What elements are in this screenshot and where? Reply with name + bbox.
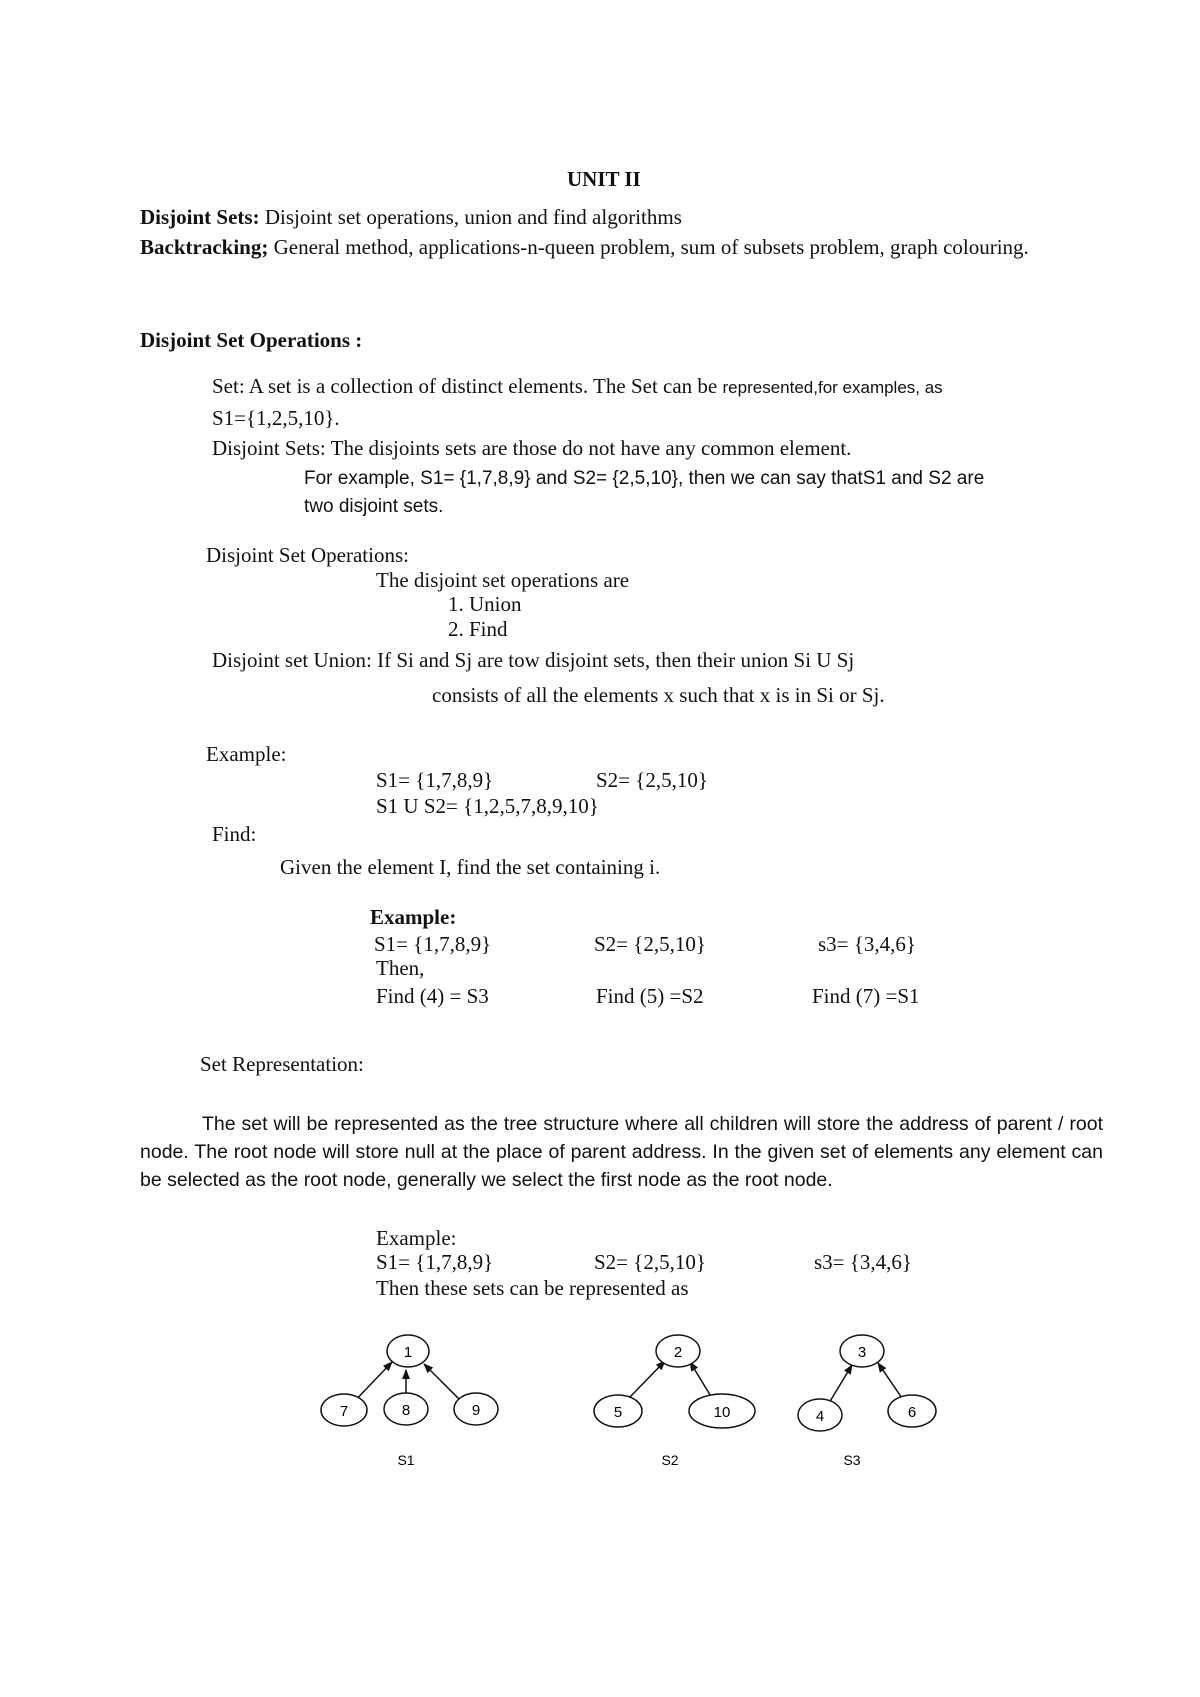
tree-s2-edge-10 [690,1362,712,1398]
unit-title: UNIT II [567,167,641,191]
tree-s2-child-label-1: 5 [613,1404,623,1421]
syllabus-disjoint-text: Disjoint set operations, union and find algorithms [264,205,682,229]
union-example-result: S1 U S2= {1,2,5,7,8,9,10} [376,794,599,818]
representation-example-s2: S2= {2,5,10} [594,1250,706,1274]
find-description: Given the element I, find the set containing i. [280,855,661,879]
find-example-label: Example: [370,905,457,929]
representation-example-s3: s3= {3,4,6} [814,1250,912,1274]
find-result-3: Find (7) =S1 [812,984,920,1008]
syllabus-disjoint-label: Disjoint Sets: [140,205,260,229]
disjoint-definition: Disjoint Sets: The disjoints sets are those do not have any common element. [212,436,852,460]
tree-s2-root-label: 2 [673,1344,683,1361]
set-definition-line1 [212,374,943,400]
tree-s1-child-label-3: 9 [471,1402,481,1419]
tree-s3-child-label-1: 4 [815,1408,825,1425]
set-definition-text-a: Set: A set is a collection of distinct elements. The Set can be [212,374,718,398]
tree-s2-child-label-2: 10 [713,1404,731,1421]
operations-heading: Disjoint Set Operations: [206,543,409,567]
operations-intro: The disjoint set operations are [376,568,630,592]
find-example-then: Then, [376,956,425,980]
union-definition-line2: consists of all the elements x such that x is in Si or Sj. [432,683,885,707]
union-example-s1: S1= {1,7,8,9} [376,768,494,792]
representation-example-label: Example: [376,1226,457,1250]
find-result-1: Find (4) = S3 [376,984,489,1008]
disjoint-example-line2: two disjoint sets. [304,496,444,517]
representation-paragraph: The set will be represented as the tree structure where all children will store the address of parent / root node. The root node will store null at the place of parent address. In the given set of elements any element can be selected as the root node, generally we select the first node as the root node. [140,1113,1103,1191]
syllabus-backtracking-text: General method, applications-n-queen problem, sum of subsets problem, graph colouring. [273,235,1029,259]
syllabus-disjoint-line [140,205,682,229]
tree-s3-child-label-2: 6 [907,1404,917,1421]
tree-s1 [321,1335,498,1468]
representation-heading: Set Representation: [200,1052,364,1076]
tree-s1-child-label-2: 8 [401,1402,411,1419]
tree-s2-edge-5 [628,1361,665,1399]
tree-s1-caption: S1 [397,1452,415,1468]
tree-s3 [798,1335,936,1468]
tree-s1-child-label-1: 7 [339,1403,349,1420]
find-example-s3: s3= {3,4,6} [818,932,916,956]
set-definition-line2: S1={1,2,5,10}. [212,406,340,430]
syllabus-backtracking-label: Backtracking; [140,235,269,259]
tree-s2-caption: S2 [661,1452,679,1468]
find-example-s2: S2= {2,5,10} [594,932,706,956]
union-definition-line1: Disjoint set Union: If Si and Sj are tow disjoint sets, then their union Si U Sj [212,648,855,672]
union-example-s2: S2= {2,5,10} [596,768,708,792]
set-trees-diagram [0,1310,1200,1470]
operations-item-union: 1. Union [448,592,522,616]
tree-s3-edge-4 [829,1365,852,1403]
tree-s1-root-label: 1 [403,1344,413,1361]
tree-s3-caption: S3 [843,1452,861,1468]
tree-s3-root-label: 3 [857,1344,867,1361]
syllabus-backtracking-paragraph [140,234,1103,261]
representation-example-s1: S1= {1,7,8,9} [376,1250,494,1274]
tree-s3-edge-6 [878,1363,902,1398]
find-result-2: Find (5) =S2 [596,984,704,1008]
section-title: Disjoint Set Operations : [140,328,363,352]
find-example-s1: S1= {1,7,8,9} [374,932,492,956]
set-definition-text-b: represented,for examples, as [722,378,943,397]
find-label: Find: [212,822,257,846]
representation-then-text: Then these sets can be represented as [376,1276,689,1300]
disjoint-example-line1: For example, S1= {1,7,8,9} and S2= {2,5,10}, then we can say thatS1 and S2 are [304,468,985,489]
operations-item-find: 2. Find [448,617,508,641]
union-example-label: Example: [206,742,287,766]
tree-s2 [594,1335,755,1468]
